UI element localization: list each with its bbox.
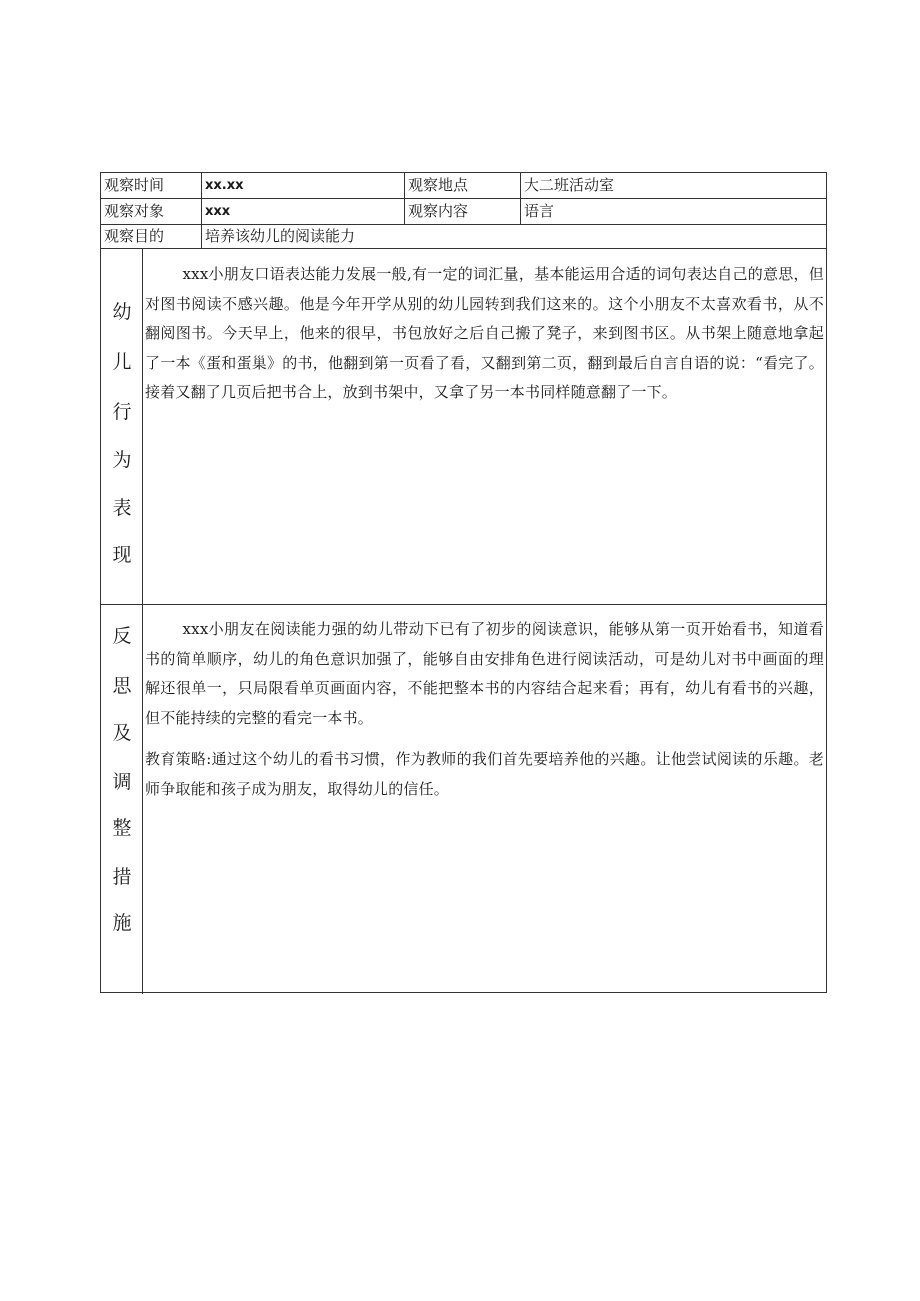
side-char: 为 bbox=[112, 449, 132, 471]
side-char: 幼 bbox=[112, 301, 132, 323]
education-strategy-paragraph: 教育策略:通过这个幼儿的看书习惯，作为教师的我们首先要培养他的兴趣。让他尝试阅读的乐趣。老师争取能和孩子成为朋友，取得幼儿的信任。 bbox=[145, 750, 824, 798]
side-char: 调 bbox=[112, 771, 132, 793]
behavior-description bbox=[143, 249, 826, 604]
table-row-purpose bbox=[101, 225, 826, 249]
value-observation-location: 大二班活动室 bbox=[520, 173, 826, 198]
section-reflection-adjustment bbox=[101, 605, 826, 994]
side-char: 现 bbox=[112, 544, 132, 566]
side-char: 表 bbox=[112, 497, 132, 519]
label-observation-time: 观察时间 bbox=[104, 176, 165, 194]
reflection-description bbox=[143, 605, 826, 994]
side-label-reflection bbox=[101, 605, 143, 994]
side-char: 整 bbox=[112, 817, 132, 839]
label-observation-subject: 观察对象 bbox=[104, 202, 165, 220]
side-label-child-behavior bbox=[101, 249, 143, 604]
label-observation-location: 观察地点 bbox=[404, 173, 520, 198]
side-char: 及 bbox=[112, 722, 132, 744]
label-observation-content: 观察内容 bbox=[404, 199, 520, 224]
table-row-time-location bbox=[101, 173, 826, 199]
side-char: 儿 bbox=[112, 351, 132, 373]
label-observation-purpose: 观察目的 bbox=[104, 227, 165, 245]
value-observation-subject: xxx bbox=[201, 199, 404, 224]
side-char: 措 bbox=[112, 866, 132, 888]
table-row-subject-content bbox=[101, 199, 826, 225]
value-observation-content: 语言 bbox=[520, 199, 826, 224]
side-char: 反 bbox=[112, 625, 132, 647]
observation-record-table bbox=[100, 172, 827, 993]
reflection-paragraph: xxx小朋友在阅读能力强的幼儿带动下已有了初步的阅读意识，能够从第一页开始看书，知道看书的简单顺序，幼儿的角色意识加强了，能够自由安排角色进行阅读活动，可是幼儿对书中画面的理解还很单一，只局限看单页画面内容，不能把整本书的内容结合起来看；再有，幼儿有看书的兴趣，但不能持续的完整的看完一本书。 bbox=[145, 620, 824, 727]
value-observation-time: xx.xx bbox=[201, 173, 404, 198]
side-char: 施 bbox=[112, 912, 132, 934]
value-observation-purpose: 培养该幼儿的阅读能力 bbox=[201, 225, 826, 248]
behavior-paragraph: xxx小朋友口语表达能力发展一般,有一定的词汇量，基本能运用合适的词句表达自己的意思，但对图书阅读不感兴趣。他是今年开学从别的幼儿园转到我们这来的。这个小朋友不太喜欢看书，从不翻阅图书。今天早上，他来的很早，书包放好之后自己搬了凳子，来到图书区。从书架上随意地拿起了一本《蛋和蛋巢》的书，他翻到第一页看了看，又翻到第二页，翻到最后自言自语的说：“看完了。接着又翻了几页后把书合上，放到书架中，又拿了另一本书同样随意翻了一下。 bbox=[145, 265, 824, 401]
side-char: 行 bbox=[112, 401, 132, 423]
section-child-behavior bbox=[101, 249, 826, 605]
side-char: 思 bbox=[112, 675, 132, 697]
